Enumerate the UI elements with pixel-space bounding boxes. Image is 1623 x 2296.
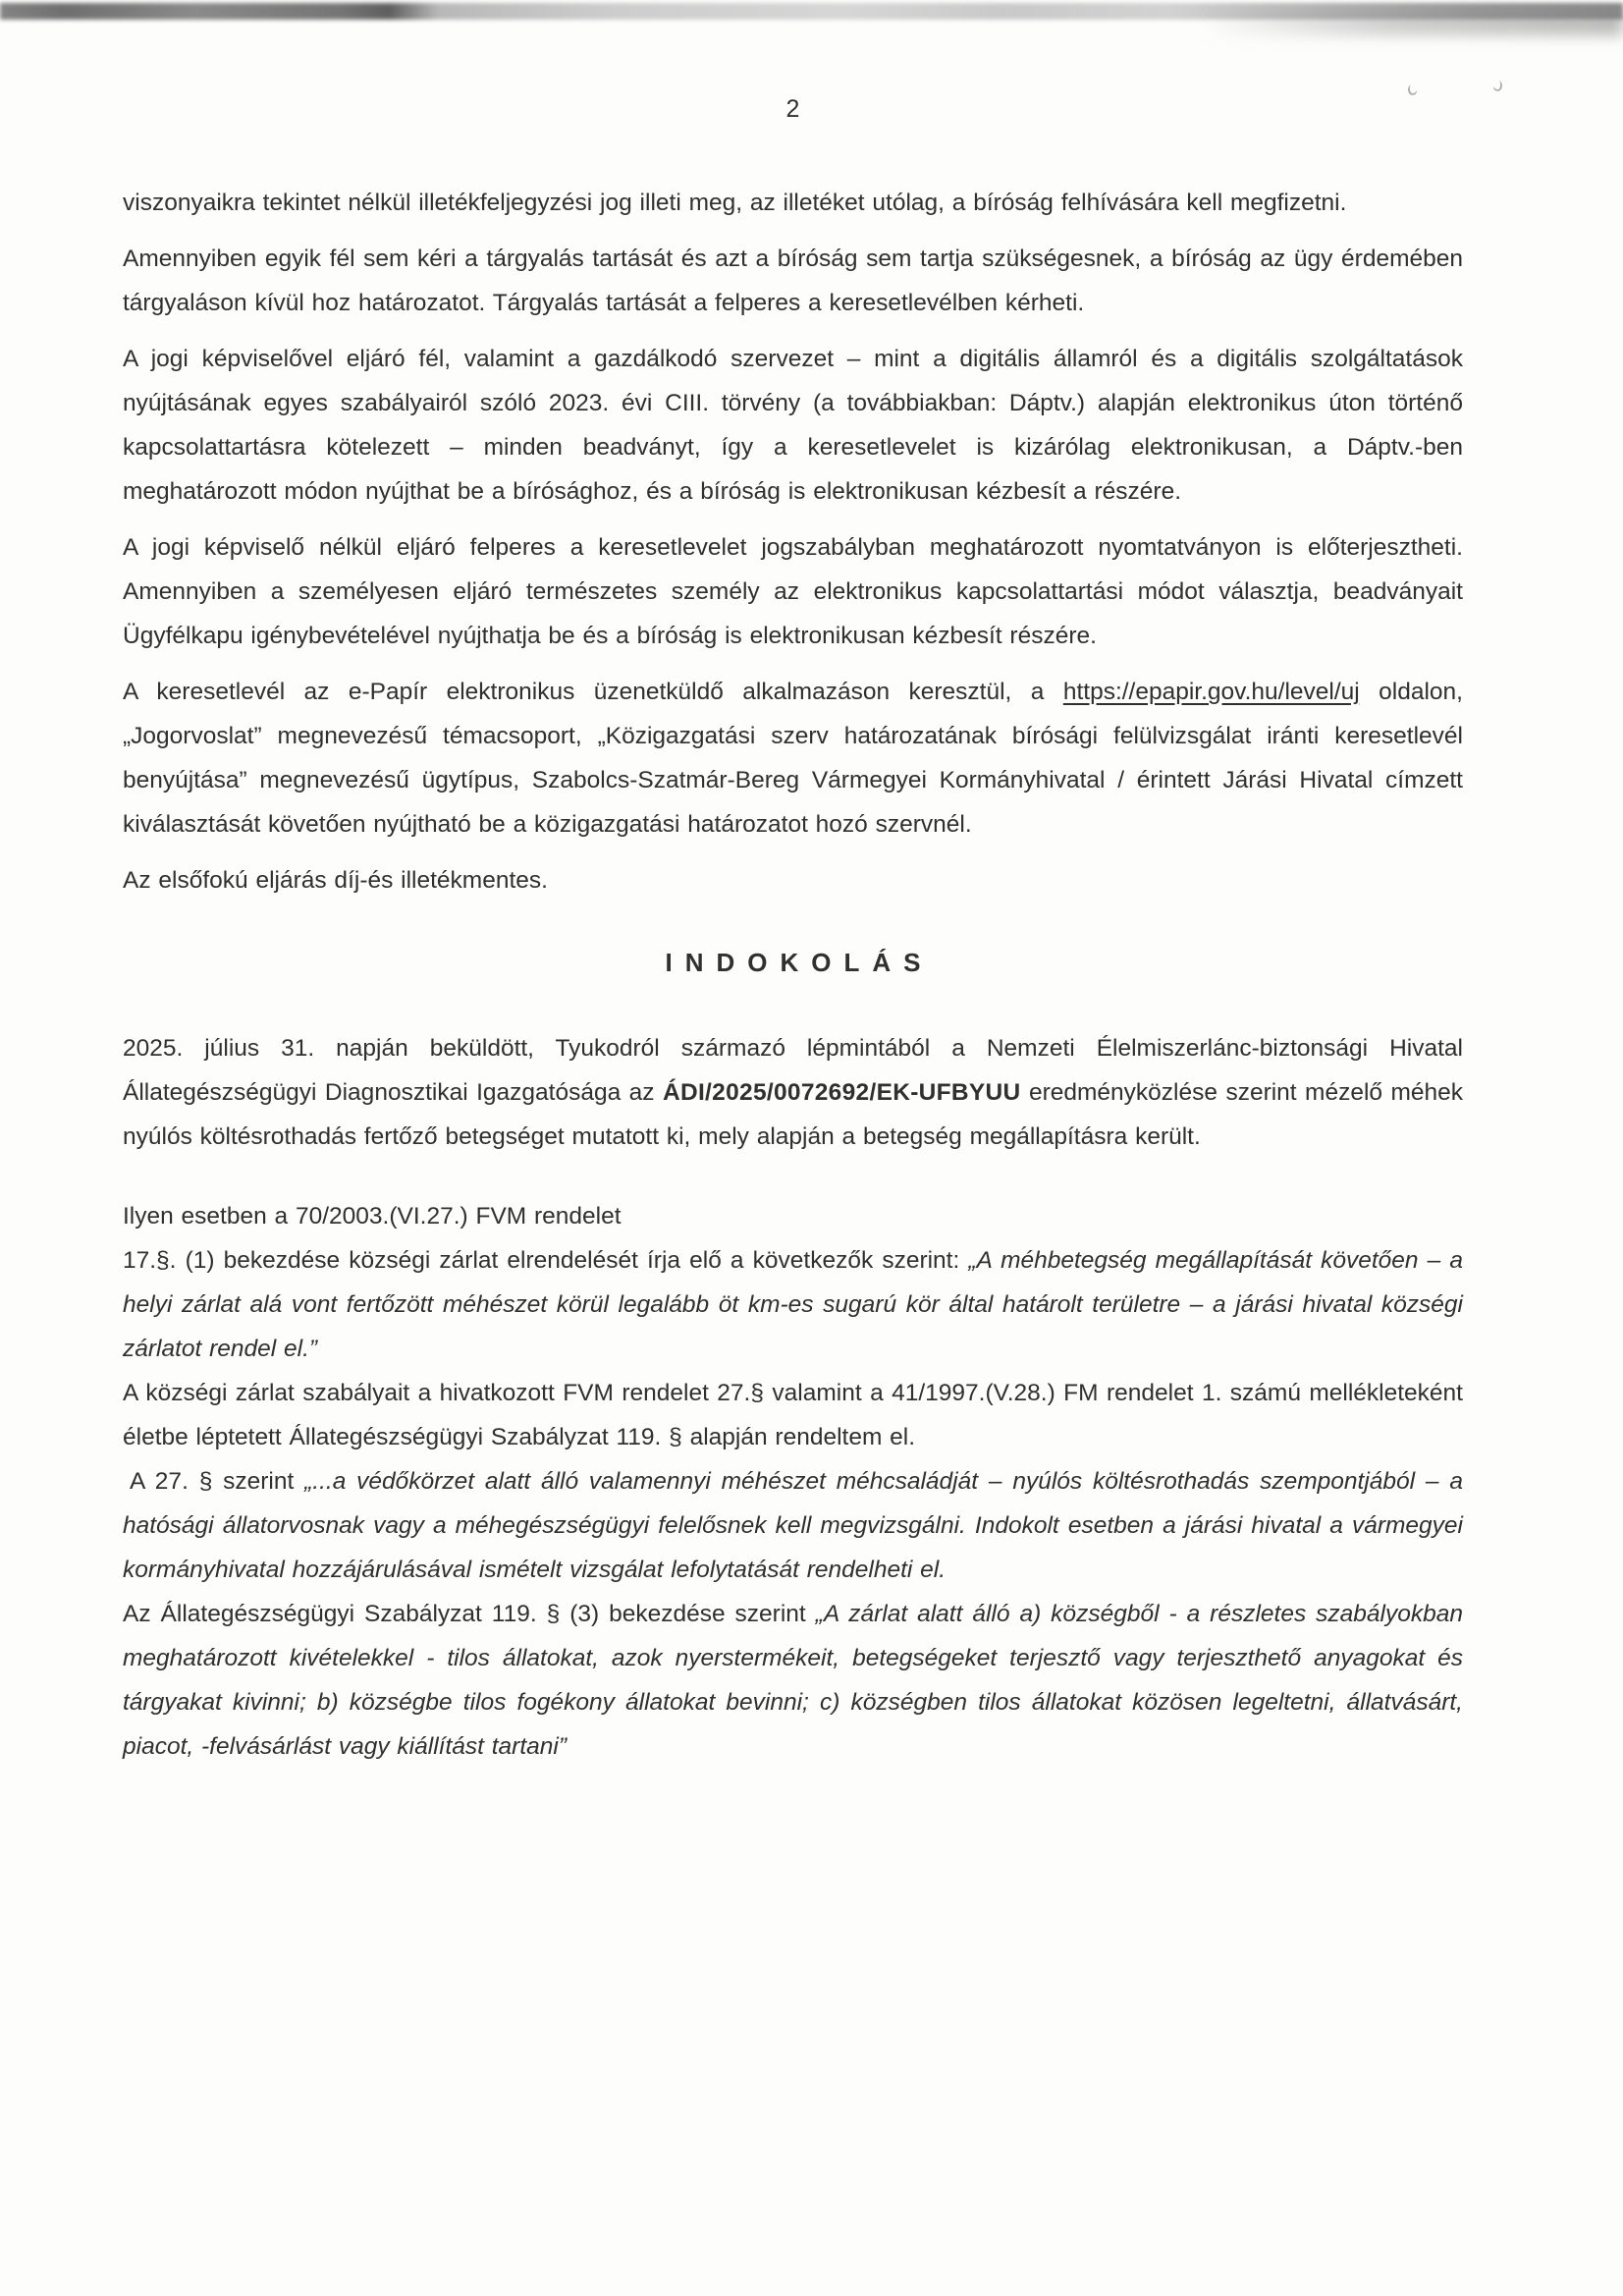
scan-speck [1492, 80, 1503, 92]
paragraph-hearing: Amennyiben egyik fél sem kéri a tárgyalás tartását és azt a bíróság sem tartja szükségesnek, a bíróság az ügy érdemében tárgyaláson kívül hoz határozatot. Tárgyalás tartását a felperes a keresetlevélben kérheti. [123, 246, 1463, 316]
paragraph-epapir-post: oldalon, „Jogorvoslat” megnevezésű témacsoport, „Közigazgatási szerv határozatának bírósági felülvizsgálat iránti keresetlevél benyújtása” megnevezésű ügytípus, Szabolcs-Szatmár-Bereg Vármegyei Kormányhivatal / érintett Járási Hivatal címzett kiválasztását követően nyújtható be a közigazgatási határozatot hozó szervnél. [123, 679, 1463, 838]
paragraph-fvm-17 [123, 1238, 1463, 1371]
epapir-link[interactable]: https://epapir.gov.hu/level/uj [1062, 679, 1360, 705]
paragraph-epapir-pre: A keresetlevél az e-Papír elektronikus üzenetküldő alkalmazáson keresztül, a [123, 679, 1063, 705]
paragraph-section-119-3 [123, 1592, 1463, 1769]
quote-section-119-3: „A zárlat alatt álló a) községből - a részletes szabályokban meghatározott kivételekkel - tilos állatokat, azok nyerstermékeit, betegségeket terjesztő vagy terjeszthető anyagokat és tárgyakat kivinni; b) községbe tilos fogékony állatokat bevinni; c) községben tilos állatokat közösen legeltetni, állatvásárt, piacot, -felvásárlást vagy kiállítást tartani” [123, 1601, 1463, 1760]
paragraph-epapir [123, 670, 1463, 847]
paragraph-electronic-contact: A jogi képviselővel eljáró fél, valamint a gazdálkodó szervezet – mint a digitális államról és a digitális szolgáltatások nyújtásának egyes szabályairól szóló 2023. évi CIII. törvény (a továbbiakban: Dáptv.) alapján elektronikus úton történő kapcsolattartásra kötelezett – minden beadványt, így a keresetlevelet is kizárólag elektronikusan, a Dáptv.-ben meghatározott módon nyújthat be a bírósághoz, és a bíróság is elektronikusan kézbesít a részére. [123, 346, 1463, 505]
page-number: 2 [785, 95, 800, 123]
quote-fvm-17: „A méhbetegség megállapítását követően – a helyi zárlat alá vont fertőzött méhészet körül legalább öt km-es sugarú kör által határolt területre – a járási hivatal községi zárlatot rendel el.” [123, 1247, 1463, 1362]
paragraph-lab-result [123, 1026, 1463, 1159]
paragraph-lab-result-post: eredményközlése szerint mézelő méhek nyúlós költésrothadás fertőző betegséget mutatott ki, mely alapján a betegség megállapításra került. [123, 1079, 1464, 1150]
paragraph-fvm-intro: Ilyen esetben a 70/2003.(VI.27.) FVM rendelet [123, 1203, 622, 1230]
case-reference-number: ÁDI/2025/0072692/EK-UFBYUU [662, 1079, 1021, 1106]
paragraph-lab-result-pre: 2025. július 31. napján beküldött, Tyukodról származó lépmintából a Nemzeti Élelmiszerlánc-biztonsági Hivatal Állategészségügyi Diagnosztikai Igazgatósága az [123, 1035, 1463, 1106]
paragraph-section-27 [123, 1459, 1463, 1592]
page-content [123, 94, 1463, 1769]
paragraph-fee-right: viszonyaikra tekintet nélkül illetékfeljegyzési jog illeti meg, az illetéket utólag, a bíróság felhívására kell megfizetni. [123, 190, 1347, 216]
paragraph-fee-free: Az elsőfokú eljárás díj-és illetékmentes. [123, 867, 548, 894]
paragraph-local-quarantine: A községi zárlat szabályait a hivatkozott FVM rendelet 27.§ valamint a 41/1997.(V.28.) FM rendelet 1. számú mellékleteként életbe léptetett Állategészségügyi Szabályzat 119. § alapján rendeltem el. [123, 1380, 1463, 1450]
paragraph-section-27-pre: A 27. § szerint [130, 1468, 305, 1495]
section-heading-indokolas: INDOKOLÁS [665, 948, 934, 977]
paragraph-section-119-3-pre: Az Állategészségügyi Szabályzat 119. § (3) bekezdése szerint [123, 1601, 816, 1627]
quote-section-27: „...a védőkörzet alatt álló valamennyi méhészet méhcsaládját – nyúlós költésrothadás szempontjából – a hatósági állatorvosnak vagy a méhegészségügyi felelősnek kell megvizsgálni. Indokolt esetben a járási hivatal a vármegyei kormányhivatal hozzájárulásával ismételt vizsgálat lefolytatását rendelheti el. [123, 1468, 1464, 1583]
paragraph-fvm-17-pre: 17.§. (1) bekezdése községi zárlat elrendelését írja elő a következők szerint: [123, 1247, 969, 1274]
paragraph-paper-form: A jogi képviselő nélkül eljáró felperes a keresetlevelet jogszabályban meghatározott nyomtatványon is előterjesztheti. Amennyiben a személyesen eljáró természetes személy az elektronikus kapcsolattartási módot választja, beadványait Ügyfélkapu igénybevételével nyújthatja be és a bíróság is elektronikusan kézbesít részére. [123, 534, 1463, 649]
scan-edge-artifact-right [1201, 12, 1623, 35]
